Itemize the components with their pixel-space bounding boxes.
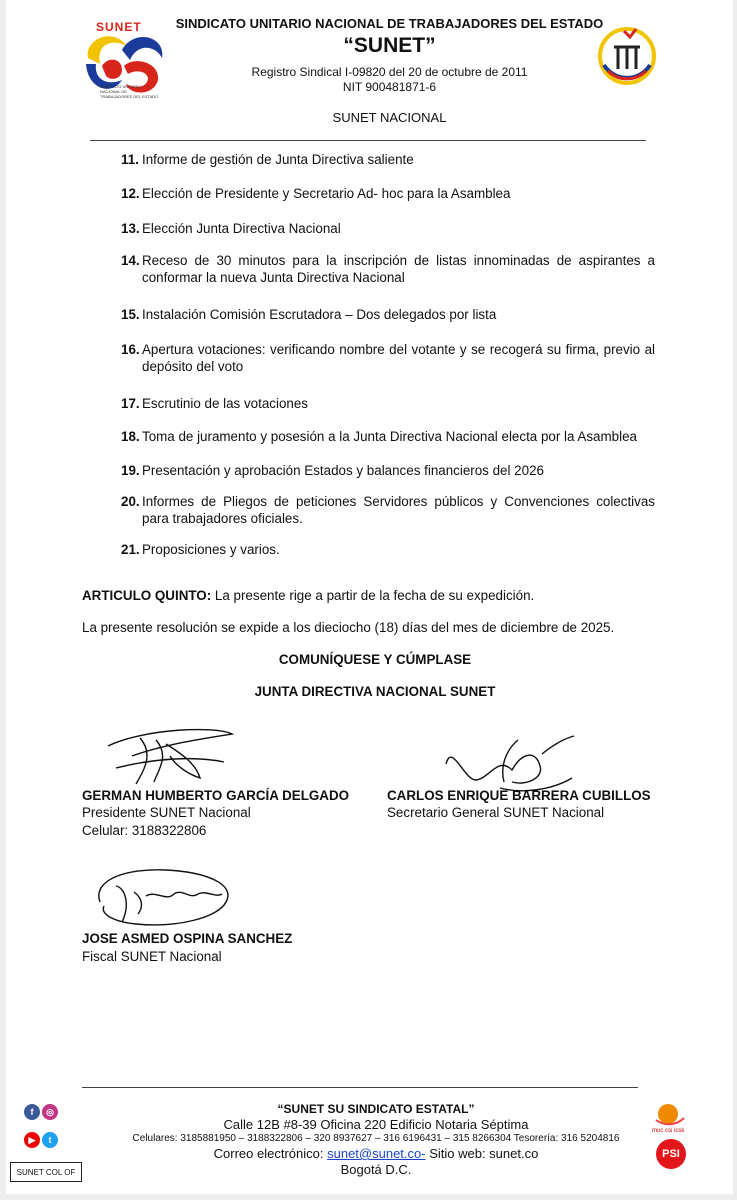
agenda-item-number: 13. — [121, 221, 140, 236]
agenda-item-text: Informe de gestión de Junta Directiva saliente — [142, 152, 414, 167]
president-role: Presidente SUNET Nacional — [82, 805, 251, 820]
psi-caption: muc csi icsk — [652, 1128, 685, 1134]
agenda-item — [121, 541, 655, 577]
agenda-item-text: Instalación Comisión Escrutadora – Dos delegados por lista — [142, 307, 497, 322]
org-name: SINDICATO UNITARIO NACIONAL DE TRABAJADORES DEL ESTADO — [175, 16, 604, 31]
agenda-item-text: Proposiciones y varios. — [142, 542, 280, 557]
agenda-item-number: 17. — [121, 396, 140, 411]
secretary-name: CARLOS ENRIQUE BARRERA CUBILLOS — [387, 788, 651, 803]
agenda-item-text: Apertura votaciones: verificando nombre del votante y se recogerá su firma, previo al depósito del voto — [142, 342, 655, 374]
agenda-item-number: 18. — [121, 429, 140, 444]
instagram-icon[interactable]: ◎ — [42, 1104, 58, 1120]
comuniquese-heading: COMUNÍQUESE Y CÚMPLASE — [278, 652, 472, 667]
footer-divider — [82, 1087, 638, 1088]
agenda-item-number: 11. — [121, 152, 139, 167]
acronym-title: “SUNET” — [343, 34, 436, 57]
agenda-item-number: 16. — [121, 342, 140, 357]
email-label: Correo electrónico: — [213, 1146, 328, 1161]
agenda-item-number: 15. — [121, 307, 140, 322]
agenda-item — [121, 252, 655, 288]
agenda-item-number: 12. — [121, 186, 140, 201]
footer-address: Calle 12B #8-39 Oficina 220 Edificio Notaria Séptima — [223, 1117, 529, 1132]
agenda-item — [121, 306, 655, 342]
agenda-item — [121, 341, 655, 377]
agenda-item — [121, 428, 655, 464]
office-name: SUNET NACIONAL — [332, 110, 447, 125]
psi-logo — [652, 1102, 692, 1172]
agenda-item-number: 20. — [121, 494, 140, 509]
registro-sindical: Registro Sindical I-09820 del 20 de octubre de 2011 — [251, 65, 528, 79]
email-link[interactable]: sunet@sunet.co- — [327, 1146, 426, 1161]
agenda-item-number: 19. — [121, 463, 140, 478]
president-phone: Celular: 3188322806 — [82, 823, 207, 838]
badge-text: SUNET COL OF — [16, 1167, 76, 1177]
expedicion-text: La presente resolución se expide a los dieciocho (18) días del mes de diciembre de 2025. — [82, 620, 615, 635]
twitter-icon[interactable]: t — [42, 1132, 58, 1148]
agenda-item-number: 14. — [121, 253, 140, 268]
fiscal-name: JOSE ASMED OSPINA SANCHEZ — [82, 931, 293, 946]
logo-caption: SINDICATO UNITARIO NACIONAL DE TRABAJADORES DEL ESTADO — [100, 84, 159, 99]
signature-fiscal — [86, 862, 246, 942]
footer-slogan: “SUNET SU SINDICATO ESTATAL” — [277, 1102, 475, 1116]
agenda-item-text: Elección de Presidente y Secretario Ad- hoc para la Asamblea — [142, 186, 511, 201]
agenda-item-text: Toma de juramento y posesión a la Junta Directiva Nacional electa por la Asamblea — [142, 429, 637, 444]
psi-badge — [656, 1139, 686, 1169]
logo-text: SUNET — [96, 20, 142, 34]
sunet-badge — [10, 1162, 82, 1182]
fiscal-role: Fiscal SUNET Nacional — [82, 949, 222, 964]
articulo-quinto — [82, 588, 642, 603]
agenda-item-number: 21. — [121, 542, 140, 557]
agenda-item — [121, 220, 655, 256]
agenda-item-text: Escrutinio de las votaciones — [142, 396, 308, 411]
secretary-role: Secretario General SUNET Nacional — [387, 805, 605, 820]
agenda-item-text: Presentación y aprobación Estados y balances financieros del 2026 — [142, 463, 544, 478]
header-divider — [90, 140, 646, 141]
agenda-item — [121, 151, 655, 187]
agenda-item-text: Informes de Pliegos de peticiones Servidores públicos y Convenciones colectivas para trabajadores oficiales. — [142, 494, 655, 526]
articulo-text: La presente rige a partir de la fecha de su expedición. — [211, 588, 535, 603]
agenda-item-text: Elección Junta Directiva Nacional — [142, 221, 341, 236]
document-page — [6, 0, 733, 1194]
junta-heading: JUNTA DIRECTIVA NACIONAL SUNET — [254, 684, 496, 699]
agenda-item — [121, 395, 655, 431]
psi-text: PSI — [662, 1148, 680, 1160]
footer-city: Bogotá D.C. — [340, 1162, 412, 1177]
website-text: Sitio web: sunet.co — [425, 1146, 539, 1161]
president-name: GERMAN HUMBERTO GARCÍA DELGADO — [82, 788, 350, 803]
nit-number: NIT 900481871-6 — [342, 80, 437, 94]
youtube-icon[interactable]: ▶ — [24, 1132, 40, 1148]
agenda-item — [121, 493, 655, 529]
footer-phones: Celulares: 3185881950 – 3188322806 – 320 8937627 – 316 6196431 – 315 8266304 Tesorería: 316 5204816 — [132, 1133, 620, 1144]
footer-contact — [106, 1146, 646, 1161]
agenda-item — [121, 185, 655, 221]
articulo-label: ARTICULO QUINTO: — [82, 588, 212, 603]
facebook-icon[interactable]: f — [24, 1104, 40, 1120]
signature-president — [96, 724, 246, 794]
agenda-item-text: Receso de 30 minutos para la inscripción de listas innominadas de aspirantes a conformar la nueva Junta Directiva Nacional — [142, 253, 655, 285]
